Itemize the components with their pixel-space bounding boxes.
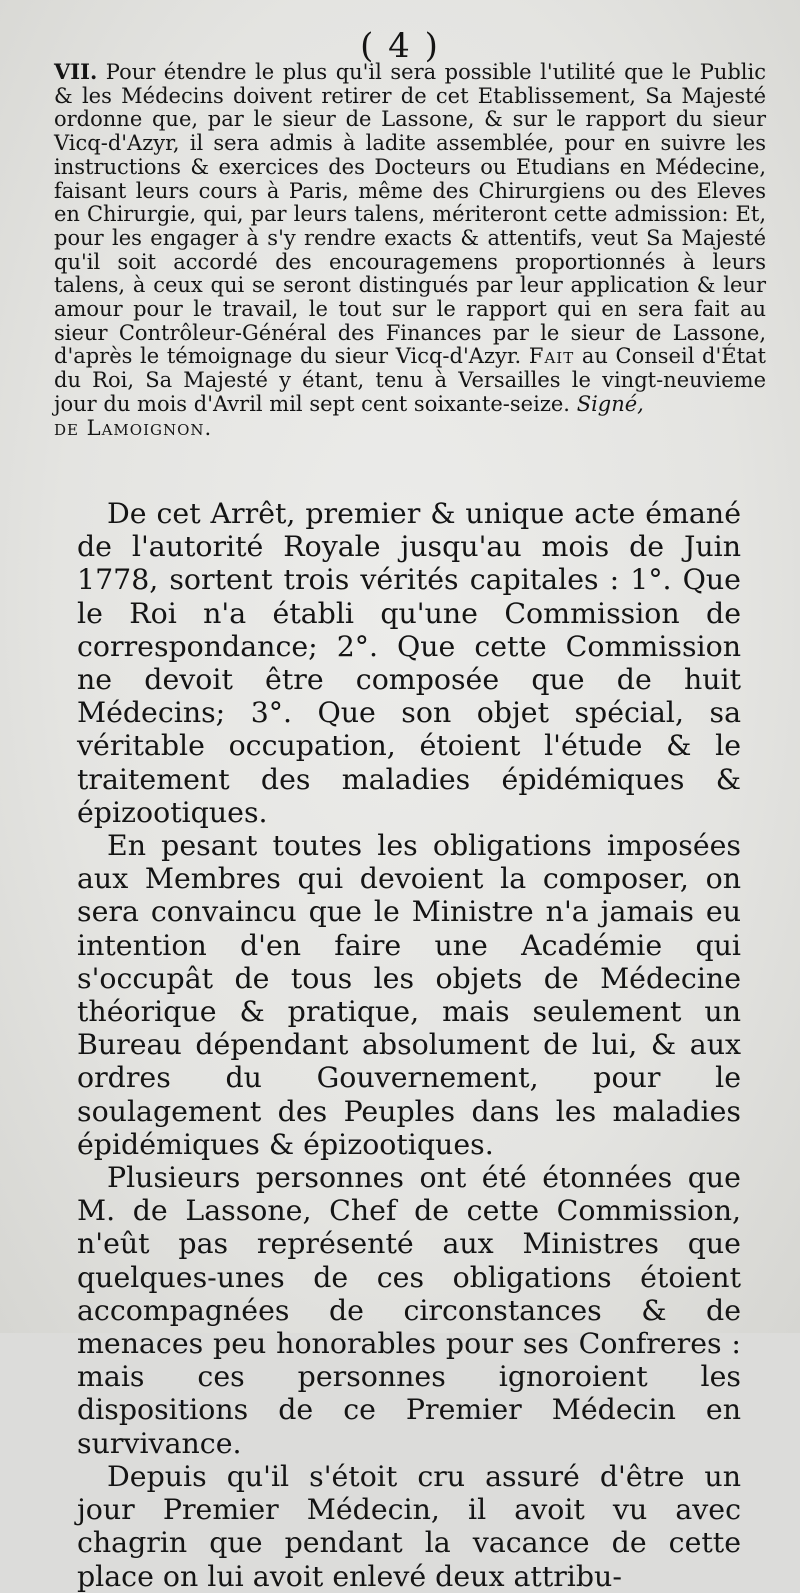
fait-word: Fait: [528, 344, 575, 369]
article-number: VII.: [54, 59, 98, 84]
paragraph: Depuis qu'il s'étoit cru assuré d'être un jour Premier Médecin, il avoit vu avec chagrin que pendant la vacance de cette place on lui avoit enlevé deux attribu-: [77, 1459, 741, 1593]
article-seven: [54, 60, 766, 440]
body-text: [77, 497, 741, 1593]
paragraph: Plusieurs personnes ont été étonnées que M. de Lassone, Chef de cette Commission, n'eût pas représenté aux Ministres que quelques-unes de ces obligations étoient accompagnées de circonstances & de menaces peu honorables pour ses Confreres : mais ces personnes ignoroient les dispositions de ce Premier Médecin en survivance.: [77, 1161, 741, 1460]
signe-word: Signé,: [576, 391, 644, 416]
paragraph: De cet Arrêt, premier & unique acte émané de l'autorité Royale jusqu'au mois de Juin 1778, sortent trois vérités capitales : 1°. Que le Roi n'a établi qu'une Commission de correspondance; 2°. Que cette Commission ne devoit être composée que de huit Médecins; 3°. Que son objet spécial, sa véritable occupation, étoient l'étude & le traitement des maladies épidémiques & épizootiques.: [77, 497, 741, 829]
signatory: de Lamoignon.: [54, 415, 213, 440]
paragraph: En pesant toutes les obligations imposées aux Membres qui devoient la composer, on sera convaincu que le Ministre n'a jamais eu intention d'en faire une Académie qui s'occupât de tous les objets de Médecine théorique & pratique, mais seulement un Bureau dépendant absolument de lui, & aux ordres du Gouvernement, pour le soulagement des Peuples dans les maladies épidémiques & épizootiques.: [77, 829, 741, 1161]
article-text: Pour étendre le plus qu'il sera possible l'utilité que le Public & les Médecins doivent retirer de cet Etablissement, Sa Majesté ordonne que, par le sieur de Lassone, & sur le rapport du sieur Vicq-d'Azyr, il sera admis à ladite assemblée, pour en suivre les instructions & exercices des Docteurs ou Etudians en Médecine, faisant leurs cours à Paris, même des Chirurgiens ou des Eleves en Chirurgie, qui, par leurs talens, mériteront cette admission: Et, pour les engager à s'y rendre exacts & attentifs, veut Sa Majesté qu'il soit accordé des encouragemens proportionnés à leurs talens, à ceux qui se seront distingués par leur application & leur amour pour le travail, le tout sur le rapport qui en sera fait au sieur Contrôleur-Général des Finances par le sieur de Lassone, d'après le témoignage du sieur Vicq-d'Azyr.: [54, 60, 766, 369]
page-number: ( 4 ): [360, 26, 440, 66]
article-closing: au Conseil d'État du Roi, Sa Majesté y étant, tenu à Versailles le vingt-neuvieme jour du mois d'Avril mil sept cent soixante-seize.: [54, 344, 766, 416]
